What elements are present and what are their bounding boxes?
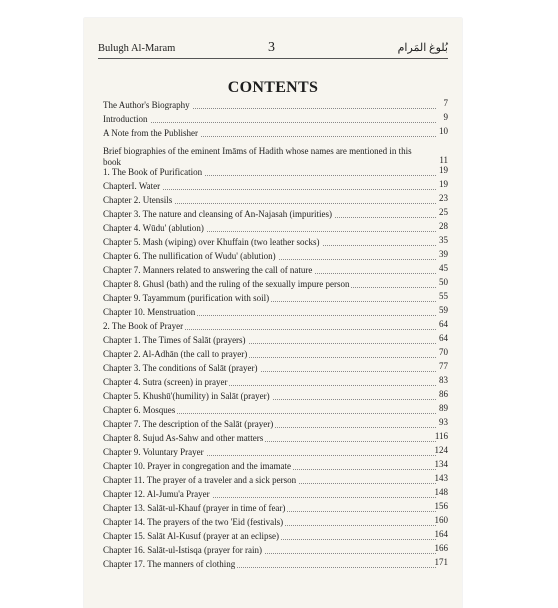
toc-entry [103,167,448,178]
toc-entry [103,377,448,388]
toc-entry-title: Chapter 12. Al-Jumu'a Prayer [103,489,210,499]
toc-entry-title: Chapter 4. Sutra (screen) in prayer [103,377,228,387]
toc-entry-title: Chapter 5. Mash (wiping) over Khuffain (two leather socks) [103,237,320,247]
toc-entry [103,114,448,125]
toc-entry-title: Chapter 6. The nullification of Wudu' (ablution) [103,251,276,261]
page-title: CONTENTS [227,79,319,96]
toc-entry-title: Chapter 7. Manners related to answering the call of nature [103,265,313,275]
toc-entry-title: Chapter 2. Utensils [103,195,173,205]
toc-entry-title: The Author's Biography [103,100,190,110]
running-header-title: Bulugh Al-Maram [98,43,176,54]
toc-entry [103,209,448,220]
toc-entry-title: Chapter 14. The prayers of the two 'Eid (festivals) [103,517,284,527]
page-number: 3 [268,40,275,55]
toc-entry-title: Chapter 7. The description of the Salāt (prayer) [103,419,274,429]
toc-entry [103,419,448,430]
toc-entry-title: A Note from the Publisher [103,128,198,138]
running-header-arabic: بُلوغ المَرام [397,42,448,54]
toc-entry-page: 89 [439,403,448,413]
toc-entry-page: 116 [434,431,448,441]
table-of-contents [84,18,462,608]
toc-entry-page: 11 [439,155,448,165]
toc-entry-page: 64 [439,333,448,343]
toc-entry-page: 83 [439,375,448,385]
dot-leader [103,122,436,123]
toc-entry [103,531,448,542]
toc-entry [103,391,448,402]
toc-entry [103,237,448,248]
toc-entry-title: Chapter 1. The Times of Salāt (prayers) [103,335,246,345]
toc-entry [103,223,448,234]
toc-entry-page: 9 [443,112,448,122]
toc-entry-title: Chapter 9. Tayammum (purification with soil) [103,293,270,303]
toc-entry-page: 45 [439,263,448,273]
toc-entry-page: 134 [434,459,448,469]
toc-entry-title: Chapter 11. The prayer of a traveler and a sick person [103,475,297,485]
toc-entry [103,447,448,458]
toc-entry-title: ChapterI. Water [103,181,161,191]
toc-entry-page: 166 [434,543,448,553]
toc-entry-page: 10 [439,126,448,136]
toc-entry-title: Introduction [103,114,148,124]
toc-entry [103,433,448,444]
toc-entry-page: 39 [439,249,448,259]
toc-entry-page: 93 [439,417,448,427]
toc-entry-page: 19 [439,165,448,175]
toc-entry-title: Chapter 3. The nature and cleansing of An-Najasah (impurities) [103,209,333,219]
toc-entry-title: Chapter 4. Wūdu' (ablution) [103,223,204,233]
toc-entry [103,265,448,276]
toc-entry-title: 1. The Book of Purification [103,167,203,177]
toc-entry [103,517,448,528]
toc-entry-page: 50 [439,277,448,287]
toc-entry [103,307,448,318]
toc-entry-page: 77 [439,361,448,371]
toc-entry [103,405,448,416]
toc-entry [103,475,448,486]
toc-entry-page: 7 [443,98,448,108]
toc-entry [103,461,448,472]
toc-entry-title: Chapter 17. The manners of clothing [103,559,236,569]
toc-entry-page: 64 [439,319,448,329]
toc-entry-title: Chapter 5. Khushū'(humility) in Salāt (prayer) [103,391,270,401]
toc-entry-page: 70 [439,347,448,357]
toc-entry-page: 124 [434,445,448,455]
toc-entry [103,559,448,570]
toc-entry-title: Chapter 8. Ghusl (bath) and the ruling of the sexually impure person [103,279,350,289]
toc-entry-title: Chapter 16. Salāt-ul-Istisqa (prayer for rain) [103,545,262,555]
toc-entry-page: 164 [434,529,448,539]
toc-entry-title: Chapter 10. Menstruation [103,307,196,317]
book-page [84,18,462,608]
toc-entry-page: 86 [439,389,448,399]
toc-entry [103,181,448,192]
toc-entry [103,146,448,168]
toc-entry-page: 35 [439,235,448,245]
toc-entry-page: 55 [439,291,448,301]
toc-entry [103,545,448,556]
toc-entry-title: Chapter 2. Al-Adhān (the call to prayer) [103,349,248,359]
toc-entry-page: 171 [434,557,448,567]
toc-entry-page: 156 [434,501,448,511]
toc-entry [103,195,448,206]
toc-entry [103,279,448,290]
toc-entry-title: Chapter 3. The conditions of Salāt (prayer) [103,363,258,373]
toc-entry-page: 19 [439,179,448,189]
toc-entry-title: Brief biographies of the eminent Imāms of Hadith whose names are mentioned in this book [103,146,423,168]
toc-entry [103,335,448,346]
toc-entry [103,100,448,111]
toc-entry-page: 160 [434,515,448,525]
toc-entry [103,363,448,374]
toc-entry [103,349,448,360]
toc-entry-page: 143 [434,473,448,483]
toc-entry-page: 25 [439,207,448,217]
toc-entry [103,489,448,500]
toc-entry-title: Chapter 9. Voluntary Prayer [103,447,204,457]
toc-entry-title: Chapter 15. Salāt Al-Kusuf (prayer at an eclipse) [103,531,279,541]
toc-entry [103,321,448,332]
toc-entry [103,503,448,514]
toc-entry [103,293,448,304]
toc-entry-page: 59 [439,305,448,315]
toc-entry [103,128,448,139]
toc-entry-page: 23 [439,193,448,203]
toc-entry-page: 148 [434,487,448,497]
toc-entry-title: Chapter 13. Salāt-ul-Khauf (prayer in time of fear) [103,503,286,513]
toc-entry-title: Chapter 6. Mosques [103,405,176,415]
toc-entry [103,251,448,262]
toc-entry-page: 28 [439,221,448,231]
toc-entry-title: Chapter 8. Sujud As-Sahw and other matters [103,433,264,443]
toc-entry-title: 2. The Book of Prayer [103,321,184,331]
toc-entry-title: Chapter 10. Prayer in congregation and the imamate [103,461,291,471]
